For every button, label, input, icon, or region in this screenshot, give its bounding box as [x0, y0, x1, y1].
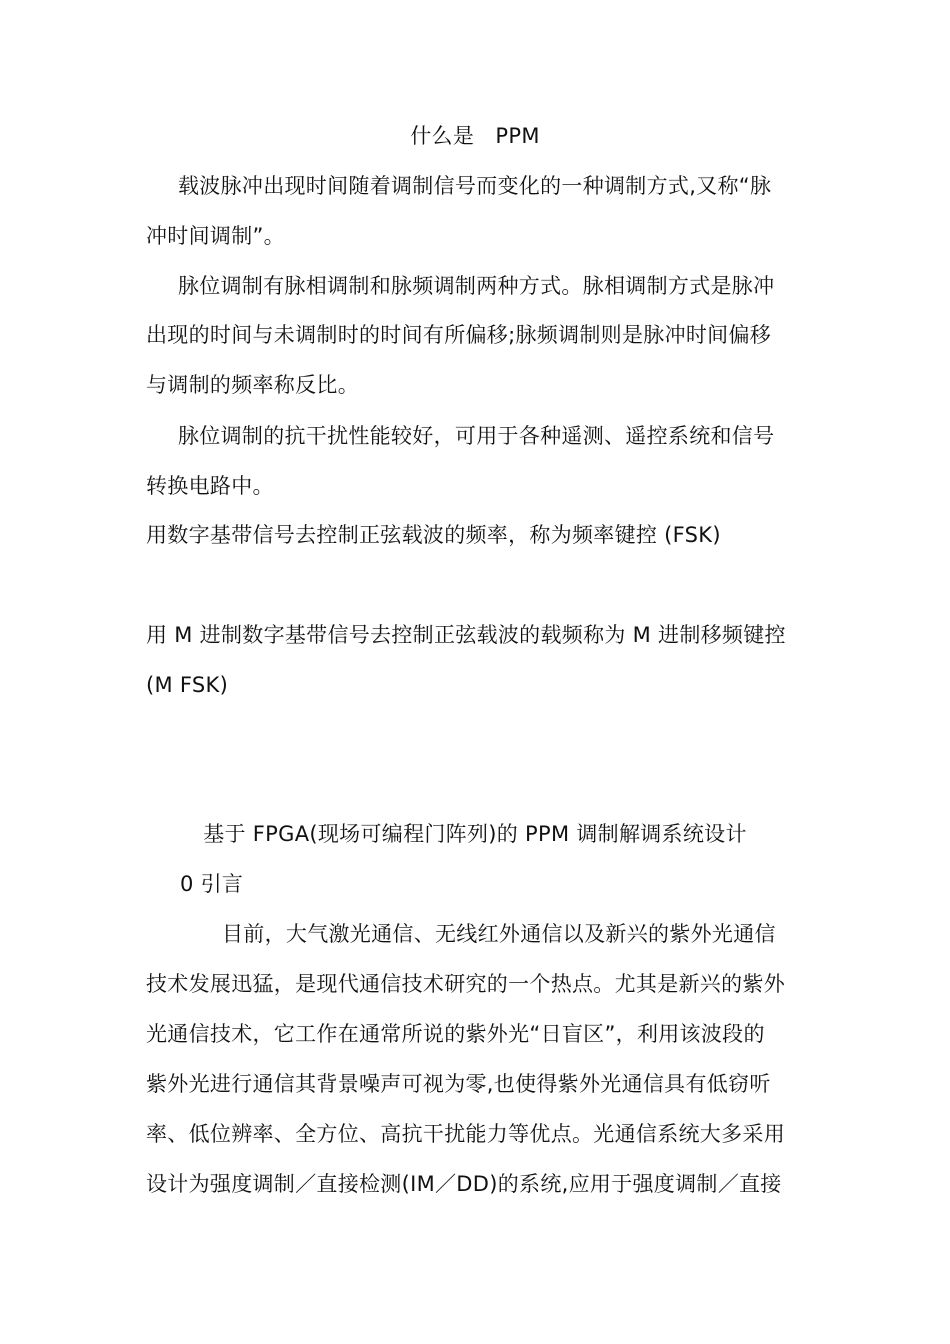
- paragraph-line: 用数字基带信号去控制正弦载波的频率，称为频率键控 (FSK): [146, 523, 721, 547]
- paragraph-line: 出现的时间与未调制时的时间有所偏移;脉频调制则是脉冲时间偏移: [146, 323, 772, 347]
- intro-line: 技术发展迅猛，是现代通信技术研究的一个热点。尤其是新兴的紫外: [146, 972, 785, 996]
- document-title: 什么是 PPM: [410, 124, 540, 148]
- paragraph-line: (M FSK): [146, 673, 229, 697]
- paragraph-line: 脉位调制的抗干扰性能较好，可用于各种遥测、遥控系统和信号: [178, 424, 775, 448]
- subsection-heading: 0 引言: [180, 872, 244, 896]
- intro-line: 光通信技术，它工作在通常所说的紫外光“日盲区”，利用该波段的: [146, 1022, 765, 1046]
- intro-line: 设计为强度调制／直接检测(IM／DD)的系统,应用于强度调制／直接: [146, 1172, 782, 1196]
- intro-line: 紫外光进行通信其背景噪声可视为零,也使得紫外光通信具有低窃听: [146, 1072, 771, 1096]
- intro-line: 目前，大气激光通信、无线红外通信以及新兴的紫外光通信: [222, 922, 776, 946]
- paragraph-line: 转换电路中。: [146, 474, 274, 498]
- paragraph-line: 用 M 进制数字基带信号去控制正弦载波的载频称为 M 进制移频键控: [146, 623, 786, 647]
- paragraph-line: 载波脉冲出现时间随着调制信号而变化的一种调制方式,又称“脉: [178, 174, 772, 198]
- paragraph-line: 与调制的频率称反比。: [146, 373, 359, 397]
- paragraph-line: 脉位调制有脉相调制和脉频调制两种方式。脉相调制方式是脉冲: [178, 274, 775, 298]
- paragraph-line: 冲时间调制”。: [146, 224, 285, 248]
- section-title: 基于 FPGA(现场可编程门阵列)的 PPM 调制解调系统设计: [203, 822, 747, 846]
- intro-line: 率、低位辨率、全方位、高抗干扰能力等优点。光通信系统大多采用: [146, 1122, 785, 1146]
